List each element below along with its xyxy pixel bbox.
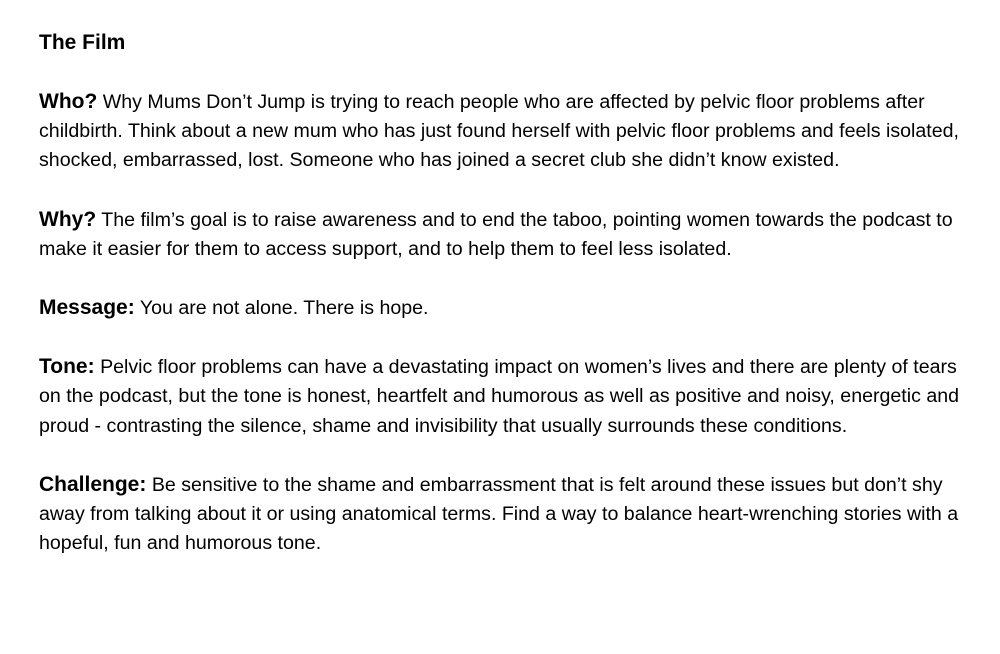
document	[39, 28, 979, 587]
section-tone	[39, 352, 979, 441]
section-text: You are not alone. There is hope.	[139, 297, 429, 320]
section-why	[39, 205, 979, 264]
section-text: Pelvic floor problems can have a devastating impact on women’s lives and there are plenty of tears on the podcast, but the tone is honest, heartfelt and humorous as well as positive and noisy, energetic and proud - contrasting the silence, shame and invisibility that usually surrounds these conditions.	[39, 356, 960, 437]
section-message	[39, 293, 979, 323]
section-label: Who?	[39, 90, 98, 113]
section-label: Tone:	[39, 355, 95, 379]
section-text: The film’s goal is to raise awareness and to end the taboo, pointing women towards the podcast to make it easier for them to access support, and to help them to feel less isolated.	[39, 208, 953, 260]
section-text: Be sensitive to the shame and embarrassment that is felt around these issues but don’t shy away from talking about it or using anatomical terms. Find a way to balance heart-wrenching stories with a hopeful, fun and humorous tone.	[39, 473, 959, 555]
section-label: Why?	[39, 207, 97, 231]
section-who	[39, 87, 979, 176]
section-text: Why Mums Don’t Jump is trying to reach people who are affected by pelvic floor problems after childbirth. Think about a new mum who has just found herself with pelvic floor problems and feels isolated, shocked, embarrassed, lost. Someone who has joined a secret club she didn’t know existed.	[39, 91, 959, 172]
section-label: Message:	[39, 296, 135, 320]
document-title: The Film	[39, 31, 126, 54]
section-label: Challenge:	[39, 472, 147, 496]
section-challenge	[39, 470, 979, 559]
